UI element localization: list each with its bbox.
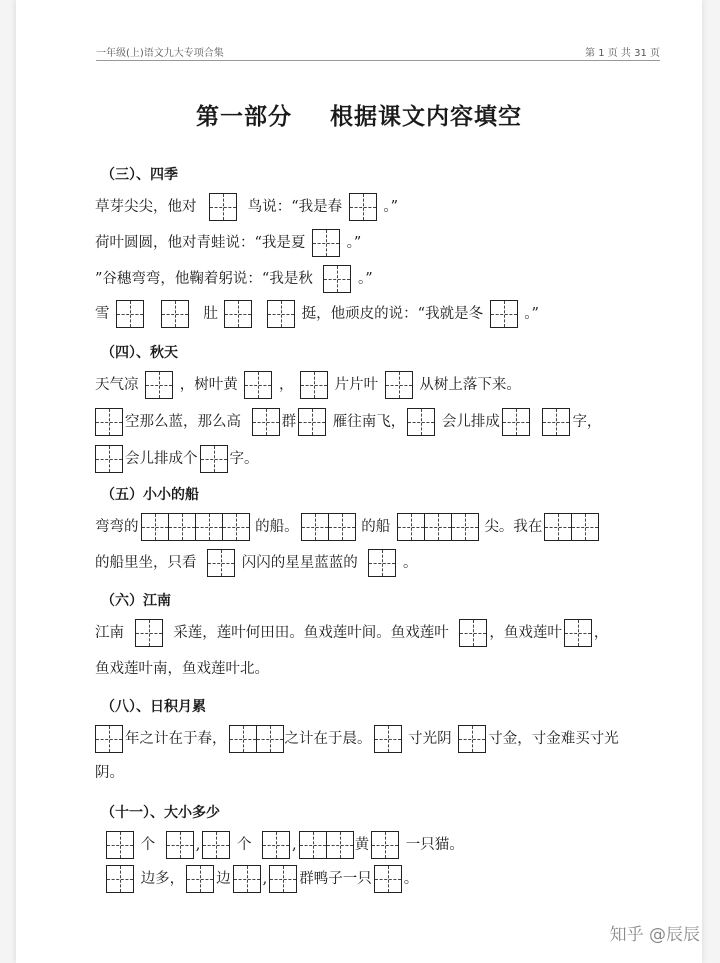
text: 会儿排成个: [125, 451, 198, 467]
text: 从树上落下来。: [419, 377, 521, 393]
text: 肚: [203, 306, 218, 322]
answer-box-group: [141, 510, 249, 544]
autumn-line-3: [95, 442, 662, 476]
text: 黄: [354, 837, 370, 853]
text: 鱼戏莲叶南，鱼戏莲叶北。: [95, 661, 269, 677]
title-part: 第一部分: [196, 104, 292, 130]
answer-box[interactable]: [326, 831, 354, 859]
answer-box-group: [544, 510, 598, 544]
text: ，树叶黄: [179, 377, 238, 393]
answer-box[interactable]: [458, 725, 486, 753]
answer-box[interactable]: [298, 408, 326, 436]
text: 字，: [572, 414, 602, 430]
text: 草芽尖尖，他对: [95, 199, 197, 215]
answer-box[interactable]: [371, 831, 399, 859]
text: 之计在于晨。: [284, 731, 372, 747]
section-heading-little-boat: （五）小小的船: [101, 487, 199, 503]
text: ”谷穗弯弯，他鞠着躬说：“我是秋: [95, 271, 313, 287]
answer-box-group: [301, 510, 355, 544]
answer-box[interactable]: [407, 408, 435, 436]
seasons-line-4: [95, 297, 662, 331]
answer-box[interactable]: [229, 725, 257, 753]
answer-box[interactable]: [397, 513, 425, 541]
answer-box[interactable]: [374, 865, 402, 893]
text: 年之计在于春，: [125, 731, 227, 747]
answer-box-group: [299, 828, 353, 862]
text: 鸟说：“我是春: [247, 199, 343, 215]
text: 。”: [383, 199, 399, 215]
answer-box[interactable]: [95, 408, 123, 436]
jiangnan-line-2: [95, 654, 662, 684]
text: 雪: [95, 306, 110, 322]
text: 。”: [346, 235, 362, 251]
text: ,: [292, 837, 297, 853]
answer-box-group: [397, 510, 478, 544]
answer-box[interactable]: [161, 300, 189, 328]
text: 。”: [524, 306, 539, 322]
document-page: [16, 0, 702, 963]
answer-box[interactable]: [244, 371, 272, 399]
seasons-line-1: [95, 190, 662, 224]
text: 片片叶: [334, 377, 379, 393]
accumulation-line-2: [95, 758, 662, 788]
text: ，鱼戏莲叶: [489, 625, 562, 641]
answer-box[interactable]: [267, 300, 295, 328]
boat-line-2: [95, 546, 662, 580]
answer-box[interactable]: [224, 300, 252, 328]
text: 字。: [229, 451, 259, 467]
answer-box[interactable]: [95, 725, 123, 753]
answer-box[interactable]: [424, 513, 452, 541]
autumn-line-2: [95, 405, 662, 439]
answer-box[interactable]: [490, 300, 518, 328]
text: 寸光阴: [408, 731, 452, 747]
seasons-line-3: [95, 262, 662, 296]
text: 个: [236, 837, 252, 853]
answer-box[interactable]: [106, 831, 134, 859]
text: 荷叶圆圆，他对青蛙说：“我是夏: [95, 235, 306, 251]
text: 边: [216, 871, 231, 887]
section-heading-daily-accumulation: （八）、日积月累: [101, 699, 206, 715]
answer-box[interactable]: [200, 445, 228, 473]
answer-box[interactable]: [502, 408, 530, 436]
text: 一只猫。: [405, 837, 464, 853]
text: 天气凉: [95, 377, 139, 393]
answer-box[interactable]: [385, 371, 413, 399]
text: 采莲，莲叶何田田。鱼戏莲叶间。鱼戏莲叶: [173, 625, 449, 641]
text: 挺，他顽皮的说：“我就是冬: [301, 306, 484, 322]
answer-box[interactable]: [252, 408, 280, 436]
text: 的船: [361, 519, 391, 535]
text: 会儿排成: [441, 414, 500, 430]
answer-box[interactable]: [166, 831, 194, 859]
text: 。: [402, 555, 418, 571]
text: 。: [403, 871, 419, 887]
seasons-line-2: [95, 226, 662, 260]
answer-box[interactable]: [299, 831, 327, 859]
page-number: 第 1 页 共 31 页: [585, 48, 660, 59]
answer-box[interactable]: [374, 725, 402, 753]
watermark: 知乎 @辰辰: [609, 925, 700, 945]
text: 闪闪的星星蓝蓝的: [241, 555, 358, 571]
text: 寸金，寸金难买寸光: [488, 731, 619, 747]
text: 群: [281, 414, 297, 430]
jiangnan-line-1: [95, 616, 662, 650]
answer-box[interactable]: [262, 831, 290, 859]
text: 空那么蓝，那么高: [125, 414, 241, 430]
accumulation-line-1: [95, 722, 662, 756]
answer-box[interactable]: [233, 865, 261, 893]
answer-box[interactable]: [207, 549, 235, 577]
big-small-line-2: [104, 862, 662, 896]
answer-box[interactable]: [135, 619, 163, 647]
answer-box[interactable]: [95, 445, 123, 473]
text: ，: [593, 625, 609, 641]
text: 。”: [358, 271, 373, 287]
text: 雁往南飞，: [332, 414, 406, 430]
text: 群鸭子一只: [299, 871, 372, 887]
section-heading-autumn: （四）、秋天: [101, 345, 178, 361]
text: 的船。: [255, 519, 299, 535]
answer-box[interactable]: [186, 865, 214, 893]
answer-box[interactable]: [312, 229, 340, 257]
answer-box[interactable]: [571, 513, 599, 541]
text: ,: [262, 871, 268, 887]
text: 个: [140, 837, 156, 853]
answer-box[interactable]: [222, 513, 250, 541]
section-heading-seasons: （三）、四季: [101, 167, 178, 183]
section-heading-big-small: （十一）、大小多少: [101, 805, 220, 821]
text: 弯弯的: [95, 519, 139, 535]
title-text: 根据课文内容填空: [330, 104, 522, 130]
big-small-line-1: [104, 828, 662, 862]
text: 边多，: [140, 871, 185, 887]
answer-box-group: [229, 722, 283, 756]
answer-box[interactable]: [451, 513, 479, 541]
section-heading-jiangnan: （六）江南: [101, 593, 171, 609]
header-title: 一年级(上)语文九大专项合集: [96, 48, 224, 59]
answer-box[interactable]: [256, 725, 284, 753]
answer-box[interactable]: [301, 513, 329, 541]
answer-box[interactable]: [106, 865, 134, 893]
text: 阴。: [95, 765, 124, 781]
page-header: [96, 42, 660, 61]
answer-box[interactable]: [116, 300, 144, 328]
answer-box[interactable]: [564, 619, 592, 647]
answer-box[interactable]: [542, 408, 570, 436]
answer-box[interactable]: [145, 371, 173, 399]
answer-box[interactable]: [349, 193, 377, 221]
answer-box[interactable]: [459, 619, 487, 647]
answer-box[interactable]: [269, 865, 297, 893]
text: ，: [278, 377, 294, 393]
answer-box[interactable]: [209, 193, 237, 221]
answer-box[interactable]: [328, 513, 356, 541]
boat-line-1: [95, 510, 662, 544]
text: 尖。我在: [484, 519, 543, 535]
text: 的船里坐，只看: [95, 555, 197, 571]
answer-box[interactable]: [141, 513, 169, 541]
answer-box[interactable]: [195, 513, 223, 541]
autumn-line-1: [95, 368, 662, 402]
text: ,: [195, 837, 201, 853]
answer-box[interactable]: [544, 513, 572, 541]
answer-box[interactable]: [300, 371, 328, 399]
answer-box[interactable]: [323, 265, 351, 293]
answer-box[interactable]: [368, 549, 396, 577]
page-title: [16, 98, 702, 131]
answer-box[interactable]: [168, 513, 196, 541]
answer-box[interactable]: [202, 831, 230, 859]
text: 江南: [95, 625, 124, 641]
